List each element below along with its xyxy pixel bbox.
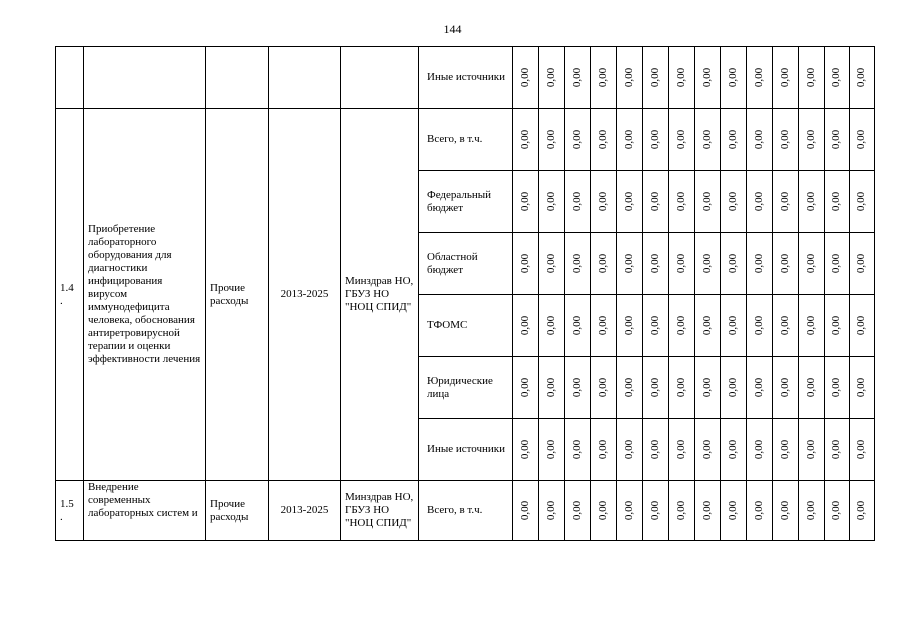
value-text: 0,00 (675, 377, 687, 398)
empty-cell (341, 47, 419, 109)
value-cell (669, 47, 695, 109)
value-text: 0,00 (649, 439, 661, 460)
value-text: 0,00 (597, 191, 609, 212)
value-cell (850, 109, 875, 171)
value-text: 0,00 (701, 500, 713, 521)
value-cell (825, 233, 850, 295)
value-text: 0,00 (830, 500, 843, 521)
value-text: 0,00 (597, 439, 609, 460)
value-cell (850, 233, 875, 295)
value-text: 0,00 (830, 377, 843, 398)
value-cell (539, 357, 565, 419)
value-cell (539, 109, 565, 171)
value-text: 0,00 (545, 377, 557, 398)
value-text: 0,00 (830, 67, 843, 88)
value-text: 0,00 (675, 253, 687, 274)
value-text: 0,00 (753, 315, 765, 336)
activity-name: Внедрение современных лабораторных систем и (84, 481, 206, 541)
value-cell (799, 295, 825, 357)
value-text: 0,00 (623, 315, 635, 336)
value-cell (539, 47, 565, 109)
value-cell (669, 295, 695, 357)
empty-cell (269, 47, 341, 109)
value-text: 0,00 (779, 191, 791, 212)
funding-source: Всего, в т.ч. (419, 109, 513, 171)
value-text: 0,00 (545, 500, 557, 521)
value-cell (747, 295, 773, 357)
value-text: 0,00 (623, 129, 635, 150)
value-text: 0,00 (727, 67, 739, 88)
value-cell (773, 171, 799, 233)
value-cell (747, 481, 773, 541)
value-cell (591, 171, 617, 233)
value-cell (747, 171, 773, 233)
value-text: 0,00 (545, 315, 557, 336)
value-cell (513, 233, 539, 295)
value-text: 0,00 (597, 500, 609, 521)
value-text: 0,00 (855, 377, 868, 398)
value-text: 0,00 (779, 500, 791, 521)
value-cell (721, 295, 747, 357)
value-text: 0,00 (830, 439, 843, 460)
value-cell (643, 171, 669, 233)
value-cell (669, 171, 695, 233)
value-text: 0,00 (571, 315, 583, 336)
value-text: 0,00 (675, 191, 687, 212)
value-cell (513, 109, 539, 171)
value-cell (799, 357, 825, 419)
activity-name: Приобретение лабораторного оборудования для диагностики инфицирования вирусом иммунодефицита человека, обоснования антиретровирусной терапии и оценки эффективности лечения (84, 109, 206, 481)
value-text: 0,00 (597, 253, 609, 274)
value-text: 0,00 (779, 67, 791, 88)
value-text: 0,00 (727, 377, 739, 398)
empty-cell (206, 47, 269, 109)
value-cell (747, 233, 773, 295)
value-text: 0,00 (675, 439, 687, 460)
value-cell (565, 47, 591, 109)
value-cell (643, 109, 669, 171)
value-cell (773, 357, 799, 419)
executor: Минздрав НО, ГБУЗ НО "НОЦ СПИД" (341, 481, 419, 541)
value-cell (773, 233, 799, 295)
value-text: 0,00 (701, 315, 713, 336)
value-text: 0,00 (597, 129, 609, 150)
value-cell (513, 357, 539, 419)
value-text: 0,00 (805, 253, 817, 274)
value-cell (539, 295, 565, 357)
value-text: 0,00 (649, 191, 661, 212)
value-cell (721, 481, 747, 541)
value-cell (617, 109, 643, 171)
value-text: 0,00 (727, 191, 739, 212)
value-text: 0,00 (675, 500, 687, 521)
value-text: 0,00 (855, 500, 868, 521)
value-text: 0,00 (649, 67, 661, 88)
value-text: 0,00 (623, 500, 635, 521)
value-text: 0,00 (805, 377, 817, 398)
value-cell (825, 295, 850, 357)
value-cell (850, 357, 875, 419)
value-cell (591, 481, 617, 541)
value-text: 0,00 (727, 315, 739, 336)
value-text: 0,00 (727, 500, 739, 521)
value-text: 0,00 (571, 439, 583, 460)
value-text: 0,00 (649, 500, 661, 521)
empty-cell (84, 47, 206, 109)
value-cell (643, 47, 669, 109)
value-text: 0,00 (701, 439, 713, 460)
value-text: 0,00 (727, 253, 739, 274)
expense-type: Прочие расходы (206, 109, 269, 481)
row-number: 1.4 . (56, 109, 84, 481)
value-cell (643, 357, 669, 419)
value-text: 0,00 (649, 315, 661, 336)
value-cell (591, 109, 617, 171)
value-cell (773, 481, 799, 541)
value-cell (565, 171, 591, 233)
value-cell (695, 47, 721, 109)
value-cell (721, 109, 747, 171)
value-cell (695, 171, 721, 233)
value-cell (850, 171, 875, 233)
value-cell (591, 233, 617, 295)
value-text: 0,00 (649, 377, 661, 398)
value-cell (773, 47, 799, 109)
value-text: 0,00 (727, 439, 739, 460)
value-cell (669, 233, 695, 295)
value-text: 0,00 (571, 500, 583, 521)
value-cell (850, 295, 875, 357)
value-cell (591, 357, 617, 419)
funding-source: Юридические лица (419, 357, 513, 419)
value-text: 0,00 (779, 439, 791, 460)
value-cell (825, 357, 850, 419)
value-text: 0,00 (519, 377, 531, 398)
value-cell (747, 47, 773, 109)
value-cell (617, 295, 643, 357)
value-text: 0,00 (753, 377, 765, 398)
value-cell (695, 481, 721, 541)
value-cell (513, 295, 539, 357)
value-text: 0,00 (830, 253, 843, 274)
value-cell (565, 419, 591, 481)
value-text: 0,00 (830, 129, 843, 150)
value-text: 0,00 (779, 129, 791, 150)
value-text: 0,00 (623, 191, 635, 212)
value-cell (513, 171, 539, 233)
period: 2013-2025 (269, 481, 341, 541)
value-text: 0,00 (753, 191, 765, 212)
value-cell (565, 481, 591, 541)
value-cell (539, 233, 565, 295)
value-cell (695, 295, 721, 357)
value-text: 0,00 (597, 67, 609, 88)
expense-type: Прочие расходы (206, 481, 269, 541)
value-cell (773, 109, 799, 171)
value-cell (721, 47, 747, 109)
value-cell (669, 357, 695, 419)
funding-source: Областной бюджет (419, 233, 513, 295)
value-cell (747, 357, 773, 419)
value-text: 0,00 (753, 500, 765, 521)
value-text: 0,00 (753, 67, 765, 88)
period: 2013-2025 (269, 109, 341, 481)
value-cell (669, 109, 695, 171)
funding-source: Всего, в т.ч. (419, 481, 513, 541)
value-cell (695, 419, 721, 481)
value-cell (773, 295, 799, 357)
value-cell (513, 419, 539, 481)
value-text: 0,00 (805, 129, 817, 150)
value-cell (617, 233, 643, 295)
value-text: 0,00 (545, 439, 557, 460)
value-cell (643, 233, 669, 295)
value-cell (617, 481, 643, 541)
value-cell (850, 47, 875, 109)
value-text: 0,00 (623, 67, 635, 88)
value-text: 0,00 (855, 67, 868, 88)
value-text: 0,00 (545, 67, 557, 88)
value-text: 0,00 (519, 191, 531, 212)
value-cell (643, 419, 669, 481)
value-cell (565, 109, 591, 171)
row-number: 1.5 . (56, 481, 84, 541)
value-text: 0,00 (830, 191, 843, 212)
value-cell (539, 171, 565, 233)
value-text: 0,00 (649, 253, 661, 274)
value-text: 0,00 (701, 191, 713, 212)
value-cell (565, 233, 591, 295)
value-text: 0,00 (519, 129, 531, 150)
value-cell (825, 47, 850, 109)
value-text: 0,00 (649, 129, 661, 150)
value-text: 0,00 (571, 377, 583, 398)
value-text: 0,00 (519, 253, 531, 274)
value-cell (825, 481, 850, 541)
value-cell (850, 481, 875, 541)
value-text: 0,00 (545, 253, 557, 274)
value-text: 0,00 (675, 67, 687, 88)
budget-table (55, 46, 875, 541)
value-cell (591, 295, 617, 357)
page-number: 144 (443, 22, 462, 36)
value-cell (825, 171, 850, 233)
value-text: 0,00 (571, 253, 583, 274)
value-text: 0,00 (519, 315, 531, 336)
value-cell (773, 419, 799, 481)
value-cell (721, 357, 747, 419)
value-cell (695, 357, 721, 419)
value-cell (850, 419, 875, 481)
value-text: 0,00 (623, 253, 635, 274)
value-cell (747, 109, 773, 171)
value-text: 0,00 (571, 67, 583, 88)
value-text: 0,00 (727, 129, 739, 150)
value-text: 0,00 (597, 377, 609, 398)
value-text: 0,00 (623, 439, 635, 460)
value-cell (617, 47, 643, 109)
value-text: 0,00 (701, 253, 713, 274)
funding-source: Иные источники (419, 419, 513, 481)
value-text: 0,00 (805, 191, 817, 212)
value-text: 0,00 (571, 191, 583, 212)
value-cell (591, 47, 617, 109)
executor: Минздрав НО, ГБУЗ НО "НОЦ СПИД" (341, 109, 419, 481)
value-cell (643, 295, 669, 357)
value-cell (799, 47, 825, 109)
funding-source: ТФОМС (419, 295, 513, 357)
funding-source: Федеральный бюджет (419, 171, 513, 233)
value-text: 0,00 (571, 129, 583, 150)
value-cell (539, 419, 565, 481)
value-cell (565, 357, 591, 419)
value-text: 0,00 (855, 129, 868, 150)
value-text: 0,00 (855, 315, 868, 336)
value-cell (617, 357, 643, 419)
value-text: 0,00 (779, 253, 791, 274)
value-cell (799, 481, 825, 541)
value-cell (617, 419, 643, 481)
value-text: 0,00 (701, 67, 713, 88)
value-text: 0,00 (597, 315, 609, 336)
value-text: 0,00 (805, 67, 817, 88)
value-text: 0,00 (519, 500, 531, 521)
value-cell (747, 419, 773, 481)
value-cell (669, 419, 695, 481)
value-cell (695, 109, 721, 171)
value-cell (721, 233, 747, 295)
value-cell (617, 171, 643, 233)
value-text: 0,00 (545, 191, 557, 212)
value-cell (799, 109, 825, 171)
value-cell (565, 295, 591, 357)
value-text: 0,00 (753, 439, 765, 460)
value-cell (721, 419, 747, 481)
value-cell (799, 171, 825, 233)
value-text: 0,00 (519, 439, 531, 460)
value-text: 0,00 (701, 377, 713, 398)
value-text: 0,00 (805, 439, 817, 460)
value-text: 0,00 (855, 253, 868, 274)
value-text: 0,00 (545, 129, 557, 150)
value-text: 0,00 (623, 377, 635, 398)
value-text: 0,00 (675, 315, 687, 336)
value-text: 0,00 (753, 253, 765, 274)
value-cell (539, 481, 565, 541)
value-cell (799, 419, 825, 481)
value-cell (799, 233, 825, 295)
value-text: 0,00 (779, 315, 791, 336)
value-text: 0,00 (855, 191, 868, 212)
value-text: 0,00 (805, 315, 817, 336)
value-cell (825, 109, 850, 171)
value-text: 0,00 (855, 439, 868, 460)
value-cell (825, 419, 850, 481)
value-text: 0,00 (830, 315, 843, 336)
value-cell (721, 171, 747, 233)
empty-cell (56, 47, 84, 109)
value-cell (513, 47, 539, 109)
value-text: 0,00 (779, 377, 791, 398)
funding-source: Иные источники (419, 47, 513, 109)
value-text: 0,00 (519, 67, 531, 88)
value-cell (591, 419, 617, 481)
value-text: 0,00 (753, 129, 765, 150)
value-text: 0,00 (675, 129, 687, 150)
value-cell (669, 481, 695, 541)
value-cell (643, 481, 669, 541)
value-cell (513, 481, 539, 541)
value-text: 0,00 (701, 129, 713, 150)
value-cell (695, 233, 721, 295)
value-text: 0,00 (805, 500, 817, 521)
